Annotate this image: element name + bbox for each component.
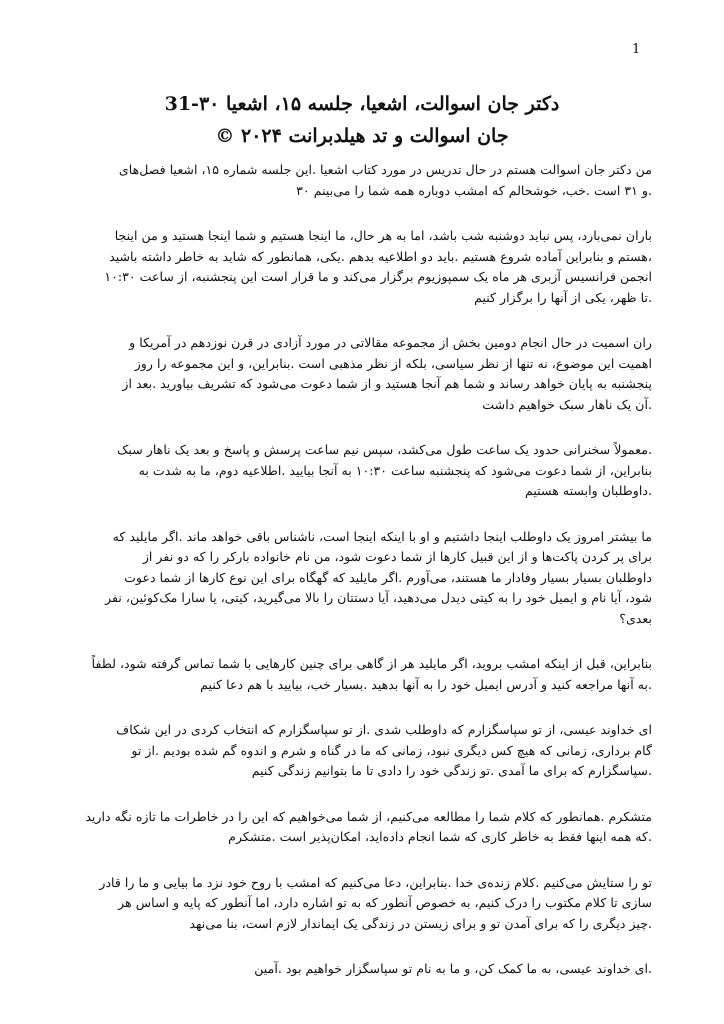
text-line: سازی تا کلام مکتوب را درک کنیم، به خصوص آنطور که به تو اشاره دارد، اما آنطور که پایه و اساس هر: [118, 895, 652, 910]
text-line: .که همه اینها فقط به خاطر کاری که شما انجام داده‌اید، امکان‌پذیر است .متشکرم: [228, 829, 652, 844]
text-line: پنجشنبه به پایان خواهد رساند و شما هم آنجا هستید و از شما دعوت می‌شود که تشریف بیاورید .بعد از: [122, 376, 652, 391]
title-line-1: دکتر جان اسوالت، اشعیا، جلسه ۱۵، اشعیا ۳۰-31: [164, 93, 560, 115]
text-line: .معمولاً سخنرانی حدود یک ساعت طول می‌کشد، سپس نیم ساعت پرسش و پاسخ و بعد یک ناهار سبک: [117, 442, 652, 457]
paragraph: [86, 527, 652, 630]
text-line: انجمن فرانسیس آزبری هر ماه یک سمپوزیوم برگزار می‌کند و ما قرار است این پنجشنبه، از ساعت ۱۰:۳۰: [104, 269, 652, 284]
text-line: .چیز دیگری را که برای آمدن تو و برای زیستن در زندگی یک ایماندار لازم است، بنا می‌نهد: [189, 915, 652, 931]
text-line: شود، آیا نام و ایمیل خود را به کیتی دیدل می‌دهید، آیا دستتان را بالا می‌گیرید، کیتی، یا سارا مک‌کوئین، نفر: [105, 590, 652, 605]
text-line: .داوطلبان وابسته هستیم: [524, 483, 652, 498]
paragraph: [86, 873, 652, 935]
text-line: ،هستم و بنابراین آماده شروع هستیم .باید دو اطلاعیه بدهم .یکی، همانطور که شاید به خاطر داشته باشید: [109, 248, 652, 264]
text-line: .ای خداوند عیسی، به ما کمک کن، و ما به نام تو سپاسگزار خواهیم بود .آمین: [254, 961, 652, 976]
text-line: گام برداری، زمانی که هیچ کس دیگری نبود، زمانی که ما در گناه و شرم و اندوه گم شده بودیم .از تو: [131, 742, 652, 758]
text-line: .آن یک ناهار سبک خواهیم داشت: [482, 396, 652, 412]
text-line: اهمیت این موضوع، نه تنها از نظر سیاسی، بلکه از نظر مذهبی است .بنابراین، و این مجموعه را روز: [134, 355, 652, 371]
text-line: ما بیشتر امروز یک داوطلب اینجا داشتیم و او با اینکه اینجا است، ناشناس باقی خواهد ماند .اگر مایلید که: [112, 528, 652, 544]
text-line: باران نمی‌بارد، پس نباید دوشنبه شب باشد، اما به هر حال، ما اینجا هستیم و شما اینجا هستید و من اینجا: [114, 228, 652, 243]
document-body: [86, 160, 652, 1005]
text-line: بنابراین، قبل از اینکه امشب بروید، اگر مایلید هر از گاهی برای چنین کارهایی با شما تماس گرفته شود، لطفاً: [91, 656, 652, 671]
text-line: .و ۳۱ است .خب، خوشحالم که امشب دوباره همه شما را می‌بینم ۳۰: [296, 182, 652, 198]
text-line: برای پر کردن پاکت‌ها و از این قبیل کارها از شما دعوت شود، من نام خانواده بارکر را که دو نفر از: [142, 549, 652, 564]
paragraph: [86, 160, 652, 201]
paragraph: [86, 440, 652, 502]
title-line-2: جان اسوالت و تد هیلدبرانت ۲۰۲۴ ©: [215, 125, 509, 147]
text-line: ای خداوند عیسی، از تو سپاسگزارم که داوطلب شدی .از تو سپاسگزارم که انتخاب کردی در این شکاف: [116, 722, 652, 737]
page-number: 1: [632, 42, 641, 57]
text-line: .سپاسگزارم که برای ما آمدی .تو زندگی خود را دادی تا ما بتوانیم زندگی کنیم: [251, 763, 652, 778]
paragraph: [86, 959, 652, 980]
paragraph: [86, 807, 652, 848]
paragraph: [86, 226, 652, 308]
paragraph: [86, 720, 652, 782]
text-line: تو را ستایش می‌کنیم .کلام زنده‌ی خدا .بنابراین، دعا می‌کنیم که امشب با روح خود نزد ما بیایی و ما را قادر: [99, 874, 652, 890]
text-line: من دکتر جان اسوالت هستم در حال تدریس در مورد کتاب اشعیا .این جلسه شماره ۱۵، اشعیا فصل‌های: [118, 162, 652, 177]
text-line: بنابراین، از شما دعوت می‌شود که پنجشنبه ساعت ۱۰:۳۰ به آنجا بیایید .اطلاعیه دوم، ما به شدت به: [138, 462, 652, 478]
text-line: داوطلبان بسیار بسیار وفادار ما هستند، می‌آورم .اگر مایلید که گهگاه برای این نوع کارها از شما دعوت: [124, 569, 652, 585]
document-title: [60, 88, 664, 152]
text-line: بعدی؟: [619, 610, 652, 626]
paragraph: [86, 654, 652, 695]
paragraph: [86, 333, 652, 415]
text-line: .تا ظهر، یکی از آنها را برگزار کنیم: [474, 289, 652, 305]
text-line: متشکرم .همانطور که کلام شما را مطالعه می‌کنیم، از شما می‌خواهیم که این را در خاطرات ما تازه نگه دارید: [85, 808, 652, 824]
text-line: ران اسمیت در حال انجام دومین بخش از مجموعه مقالاتی در مورد آزادی در قرن نوزدهم در آمریکا و: [129, 335, 652, 350]
text-line: .به آنها مراجعه کنید و آدرس ایمیل خود را به آنها بدهید .بسیار خب، بیایید با هم دعا کنیم: [200, 676, 652, 692]
